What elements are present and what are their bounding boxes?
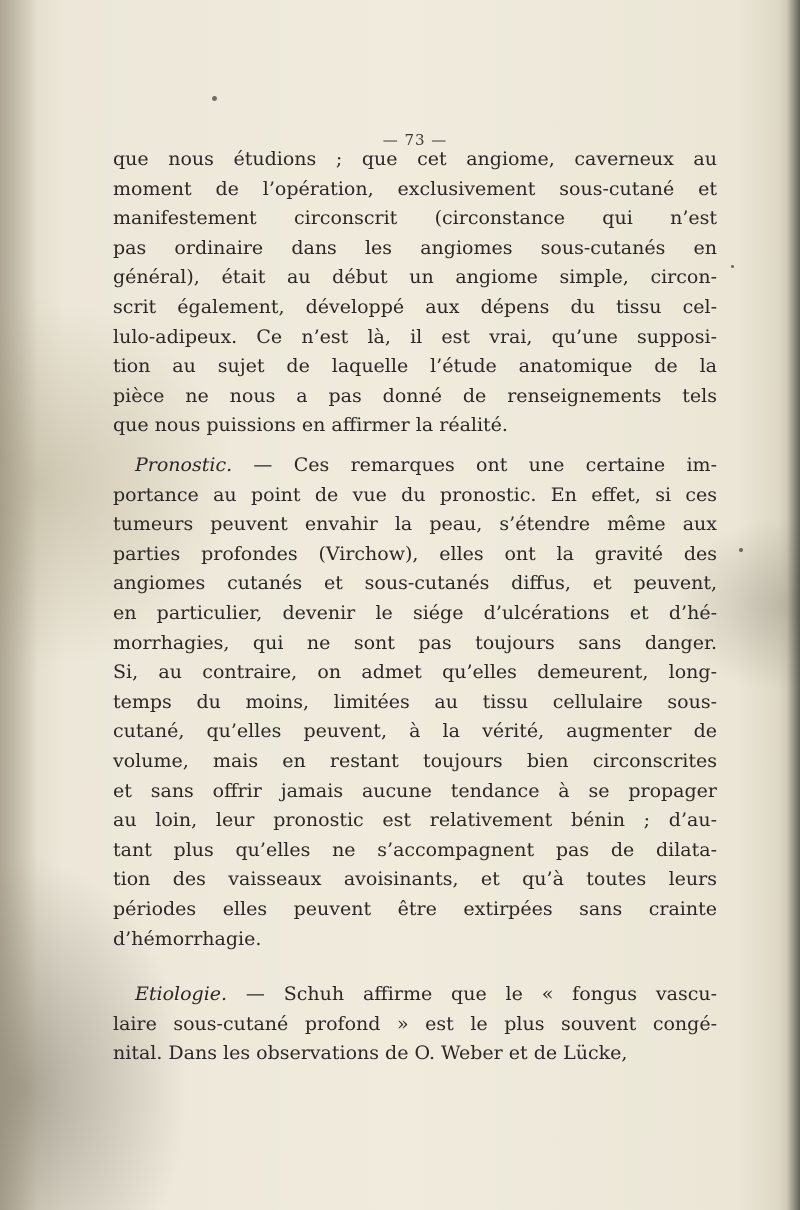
text-line: et sans offrir jamais aucune tendance à se propager [113, 779, 717, 802]
ink-speck [739, 548, 743, 552]
text-line: laire sous-cutané profond » est le plus souvent congé- [113, 1012, 717, 1035]
heading-continuation: — Ces remarques ont une certaine im- [232, 454, 717, 476]
section-heading-etiologie: Etiologie. [135, 983, 228, 1005]
page-binding-edge [778, 0, 800, 1210]
text-line: pas ordinaire dans les angiomes sous-cutanés en [113, 236, 717, 259]
text-line: portance au point de vue du pronostic. En effet, si ces [113, 483, 717, 506]
text-line: scrit également, développé aux dépens du tissu cel- [113, 295, 717, 318]
text-line: que nous étudions ; que cet angiome, caverneux au [113, 148, 717, 170]
text-line: temps du moins, limitées au tissu cellulaire sous- [113, 690, 717, 713]
ink-speck [731, 265, 734, 268]
page-shadow-left [0, 0, 38, 1210]
text-line: parties profondes (Virchow), elles ont la gravité des [113, 542, 717, 565]
text-line: tumeurs peuvent envahir la peau, s’étendre même aux [113, 513, 717, 536]
text-line: tion des vaisseaux avoisinants, et qu’à toutes leurs [113, 868, 717, 891]
text-line: périodes elles peuvent être extirpées sans crainte [113, 897, 717, 920]
section-heading-pronostic: Pronostic. [135, 454, 233, 476]
text-line: pièce ne nous a pas donné de renseignements tels [113, 384, 717, 407]
paragraph-pronostic [113, 451, 717, 954]
text-line: Si, au contraire, on admet qu’elles demeurent, long- [113, 661, 717, 684]
ink-speck [212, 96, 217, 101]
text-line: en particulier, devenir le siége d’ulcérations et d’hé- [113, 601, 717, 624]
text-line: général), était au début un angiome simple, circon- [113, 266, 717, 289]
heading-continuation: — Schuh affirme que le « fongus vascu- [227, 983, 717, 1005]
text-line: cutané, qu’elles peuvent, à la vérité, augmenter de [113, 720, 717, 743]
text-line: tant plus qu’elles ne s’accompagnent pas de dilata- [113, 838, 717, 861]
page-number: — 73 — [382, 131, 448, 149]
text-line: nital. Dans les observations de O. Weber et de Lücke, [113, 1042, 628, 1065]
text-line: manifestement circonscrit (circonstance qui n’est [113, 207, 717, 230]
paragraph-etiologie [113, 980, 717, 1069]
text-line: d’hémorrhagie. [113, 927, 262, 950]
text-line: au loin, leur pronostic est relativement bénin ; d’au- [113, 809, 717, 832]
text-line: lulo-adipeux. Ce n’est là, il est vrai, qu’une supposi- [113, 325, 717, 348]
text-line [113, 451, 717, 481]
text-line: que nous puissions en affirmer la réalité. [113, 414, 508, 437]
text-line: morrhagies, qui ne sont pas toujours sans danger. [113, 631, 717, 654]
text-line: volume, mais en restant toujours bien circonscrites [113, 749, 717, 772]
text-line: moment de l’opération, exclusivement sous-cutané et [113, 177, 717, 200]
text-line: angiomes cutanés et sous-cutanés diffus, et peuvent, [113, 572, 717, 595]
paragraph-1 [113, 145, 717, 441]
text-line: tion au sujet de laquelle l’étude anatomique de la [113, 355, 717, 378]
text-line [113, 980, 717, 1010]
